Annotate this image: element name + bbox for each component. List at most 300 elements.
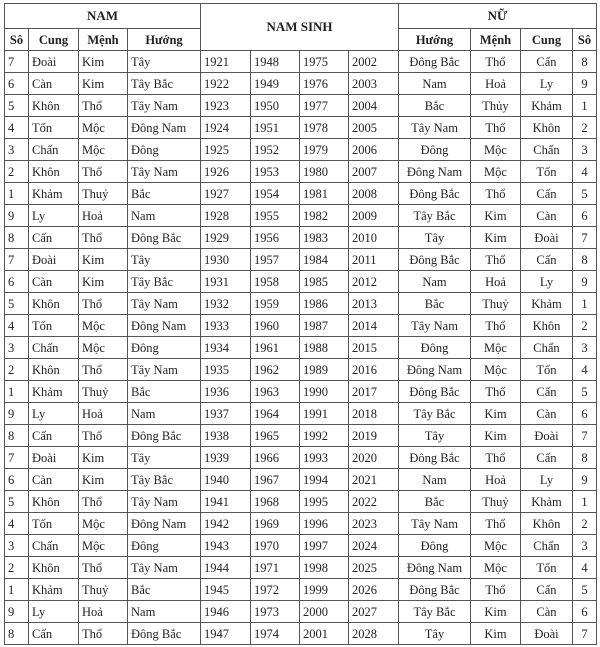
cell-huong: Nam xyxy=(128,403,201,425)
cell-year-1: 1942 xyxy=(201,513,251,535)
cell-huong-nu: Tây Nam xyxy=(399,315,471,337)
cell-year-1: 1947 xyxy=(201,623,251,645)
cell-cung: Khôn xyxy=(29,491,79,513)
cell-menh-nu: Thủy xyxy=(471,95,521,117)
cell-cung-nu: Khôn xyxy=(521,513,573,535)
cell-huong-nu: Đông xyxy=(399,139,471,161)
cell-menh-nu: Mộc xyxy=(471,359,521,381)
cell-cung-nu: Chấn xyxy=(521,337,573,359)
cell-huong-nu: Bắc xyxy=(399,491,471,513)
cell-year-2: 1959 xyxy=(251,293,300,315)
cell-year-1: 1931 xyxy=(201,271,251,293)
cell-huong-nu: Đông Bắc xyxy=(399,381,471,403)
cell-year-2: 1957 xyxy=(251,249,300,271)
cell-so: 8 xyxy=(5,623,29,645)
cell-so: 9 xyxy=(5,601,29,623)
table-row xyxy=(5,249,597,271)
cell-huong-nu: Đông Nam xyxy=(399,161,471,183)
cell-year-3: 1996 xyxy=(300,513,349,535)
table-row xyxy=(5,491,597,513)
cell-huong-nu: Đông Bắc xyxy=(399,447,471,469)
cell-cung-nu: Khảm xyxy=(521,491,573,513)
cell-huong: Đông xyxy=(128,535,201,557)
cell-year-2: 1965 xyxy=(251,425,300,447)
col-header-menh: Mệnh xyxy=(79,29,128,51)
cell-cung-nu: Cấn xyxy=(521,447,573,469)
cell-so-nu: 9 xyxy=(573,73,597,95)
cell-menh: Thuỷ xyxy=(79,579,128,601)
cell-so-nu: 6 xyxy=(573,205,597,227)
table-row xyxy=(5,293,597,315)
cell-so-nu: 5 xyxy=(573,183,597,205)
cell-year-1: 1936 xyxy=(201,381,251,403)
cell-menh-nu: Kim xyxy=(471,227,521,249)
cell-year-2: 1966 xyxy=(251,447,300,469)
cell-year-2: 1964 xyxy=(251,403,300,425)
cell-year-1: 1937 xyxy=(201,403,251,425)
cell-menh: Kim xyxy=(79,51,128,73)
cell-year-2: 1951 xyxy=(251,117,300,139)
col-header-huong-nu: Hướng xyxy=(399,29,471,51)
cell-so-nu: 8 xyxy=(573,51,597,73)
cell-huong: Bắc xyxy=(128,381,201,403)
cell-menh: Kim xyxy=(79,271,128,293)
cell-year-3: 2000 xyxy=(300,601,349,623)
cell-cung: Càn xyxy=(29,73,79,95)
cell-huong-nu: Nam xyxy=(399,271,471,293)
table-body xyxy=(5,51,597,645)
table-row xyxy=(5,381,597,403)
cell-menh: Thổ xyxy=(79,491,128,513)
cell-cung: Chấn xyxy=(29,337,79,359)
table-row xyxy=(5,315,597,337)
cell-year-4: 2024 xyxy=(349,535,399,557)
cell-cung: Khôn xyxy=(29,293,79,315)
cell-year-4: 2015 xyxy=(349,337,399,359)
cell-year-3: 1984 xyxy=(300,249,349,271)
table-row xyxy=(5,623,597,645)
table-row xyxy=(5,205,597,227)
cell-huong: Tây Bắc xyxy=(128,469,201,491)
table-row xyxy=(5,227,597,249)
cell-menh: Kim xyxy=(79,469,128,491)
cell-so: 5 xyxy=(5,95,29,117)
cell-cung-nu: Chấn xyxy=(521,139,573,161)
table-row xyxy=(5,95,597,117)
cell-cung: Khôn xyxy=(29,161,79,183)
cell-year-1: 1939 xyxy=(201,447,251,469)
cell-so: 4 xyxy=(5,513,29,535)
cell-huong-nu: Đông Bắc xyxy=(399,183,471,205)
cell-year-1: 1940 xyxy=(201,469,251,491)
cell-year-1: 1935 xyxy=(201,359,251,381)
table-row xyxy=(5,403,597,425)
cell-menh-nu: Kim xyxy=(471,205,521,227)
cell-year-2: 1968 xyxy=(251,491,300,513)
cell-so: 8 xyxy=(5,227,29,249)
cell-so: 5 xyxy=(5,293,29,315)
group-nu: NỮ xyxy=(399,4,597,29)
table-row xyxy=(5,139,597,161)
cell-menh: Mộc xyxy=(79,315,128,337)
cell-huong: Tây Nam xyxy=(128,161,201,183)
cell-year-2: 1969 xyxy=(251,513,300,535)
cell-so-nu: 4 xyxy=(573,161,597,183)
cell-menh-nu: Mộc xyxy=(471,337,521,359)
cell-year-2: 1950 xyxy=(251,95,300,117)
cell-year-4: 2028 xyxy=(349,623,399,645)
cell-cung: Khảm xyxy=(29,183,79,205)
cell-menh: Hoả xyxy=(79,403,128,425)
cell-huong: Đông Bắc xyxy=(128,227,201,249)
cell-year-4: 2014 xyxy=(349,315,399,337)
cell-so: 9 xyxy=(5,205,29,227)
table-row xyxy=(5,359,597,381)
cell-huong: Nam xyxy=(128,205,201,227)
cell-menh: Mộc xyxy=(79,535,128,557)
cell-cung-nu: Khôn xyxy=(521,315,573,337)
cell-menh-nu: Thuỷ xyxy=(471,293,521,315)
cell-year-1: 1928 xyxy=(201,205,251,227)
cell-year-3: 1989 xyxy=(300,359,349,381)
cell-cung: Khôn xyxy=(29,95,79,117)
col-header-cung: Cung xyxy=(29,29,79,51)
cell-year-1: 1923 xyxy=(201,95,251,117)
table-row xyxy=(5,557,597,579)
cell-huong: Đông Bắc xyxy=(128,623,201,645)
cell-year-2: 1962 xyxy=(251,359,300,381)
cell-cung-nu: Cấn xyxy=(521,381,573,403)
cell-huong-nu: Đông xyxy=(399,535,471,557)
cell-huong: Tây Nam xyxy=(128,359,201,381)
cell-huong: Tây xyxy=(128,447,201,469)
cell-cung-nu: Càn xyxy=(521,205,573,227)
table-row xyxy=(5,579,597,601)
cell-menh: Kim xyxy=(79,447,128,469)
cell-menh: Hoả xyxy=(79,601,128,623)
cell-cung-nu: Tốn xyxy=(521,359,573,381)
cell-year-3: 1999 xyxy=(300,579,349,601)
cell-huong: Tây Nam xyxy=(128,557,201,579)
cell-so: 2 xyxy=(5,161,29,183)
cell-year-3: 1986 xyxy=(300,293,349,315)
cell-cung: Đoài xyxy=(29,51,79,73)
cell-cung-nu: Cấn xyxy=(521,249,573,271)
col-header-menh-nu: Mệnh xyxy=(471,29,521,51)
cell-so: 6 xyxy=(5,469,29,491)
table-row xyxy=(5,601,597,623)
cell-year-4: 2016 xyxy=(349,359,399,381)
cell-huong-nu: Đông Bắc xyxy=(399,51,471,73)
cell-cung-nu: Cấn xyxy=(521,183,573,205)
cell-menh-nu: Thổ xyxy=(471,447,521,469)
cell-so-nu: 5 xyxy=(573,381,597,403)
cell-menh-nu: Thổ xyxy=(471,513,521,535)
cell-so: 1 xyxy=(5,381,29,403)
cell-cung-nu: Đoài xyxy=(521,623,573,645)
cell-huong: Đông Nam xyxy=(128,315,201,337)
cell-cung: Cấn xyxy=(29,623,79,645)
cell-year-4: 2026 xyxy=(349,579,399,601)
cell-menh-nu: Thổ xyxy=(471,183,521,205)
cell-year-4: 2008 xyxy=(349,183,399,205)
table-row xyxy=(5,117,597,139)
cell-cung: Tốn xyxy=(29,513,79,535)
cell-so-nu: 2 xyxy=(573,513,597,535)
cell-menh-nu: Thổ xyxy=(471,579,521,601)
group-nam-sinh: NAM SINH xyxy=(201,4,399,51)
cell-so-nu: 7 xyxy=(573,227,597,249)
cell-huong-nu: Tây xyxy=(399,623,471,645)
cell-huong: Đông Nam xyxy=(128,117,201,139)
cell-year-2: 1948 xyxy=(251,51,300,73)
cell-so-nu: 2 xyxy=(573,315,597,337)
cell-year-4: 2027 xyxy=(349,601,399,623)
cell-huong-nu: Bắc xyxy=(399,293,471,315)
cell-huong: Tây Nam xyxy=(128,95,201,117)
cell-huong-nu: Tây Bắc xyxy=(399,601,471,623)
cell-year-2: 1967 xyxy=(251,469,300,491)
cell-year-3: 1978 xyxy=(300,117,349,139)
cell-menh: Thuỷ xyxy=(79,183,128,205)
table-row xyxy=(5,337,597,359)
cell-so: 4 xyxy=(5,117,29,139)
cell-huong: Đông Bắc xyxy=(128,425,201,447)
cell-so: 5 xyxy=(5,491,29,513)
cell-cung: Cấn xyxy=(29,227,79,249)
cell-huong-nu: Tây Nam xyxy=(399,117,471,139)
cell-menh-nu: Mộc xyxy=(471,139,521,161)
cell-year-4: 2007 xyxy=(349,161,399,183)
cell-year-3: 1979 xyxy=(300,139,349,161)
cell-year-3: 1994 xyxy=(300,469,349,491)
cell-year-4: 2022 xyxy=(349,491,399,513)
cell-huong: Bắc xyxy=(128,183,201,205)
cell-cung-nu: Ly xyxy=(521,469,573,491)
cell-huong-nu: Đông Bắc xyxy=(399,579,471,601)
cell-so-nu: 4 xyxy=(573,557,597,579)
cell-year-4: 2017 xyxy=(349,381,399,403)
cell-year-4: 2023 xyxy=(349,513,399,535)
table-row xyxy=(5,73,597,95)
cell-menh: Thổ xyxy=(79,161,128,183)
cell-so: 7 xyxy=(5,447,29,469)
cell-so-nu: 9 xyxy=(573,271,597,293)
cell-so-nu: 8 xyxy=(573,249,597,271)
table-row xyxy=(5,271,597,293)
cell-cung: Tốn xyxy=(29,117,79,139)
cell-huong-nu: Đông xyxy=(399,337,471,359)
cell-so: 3 xyxy=(5,535,29,557)
cell-cung-nu: Đoài xyxy=(521,227,573,249)
cell-cung: Khôn xyxy=(29,557,79,579)
cell-so: 1 xyxy=(5,183,29,205)
cell-cung: Ly xyxy=(29,601,79,623)
cell-huong: Tây xyxy=(128,51,201,73)
cell-year-4: 2025 xyxy=(349,557,399,579)
cell-menh: Thổ xyxy=(79,425,128,447)
cell-year-2: 1953 xyxy=(251,161,300,183)
cell-huong: Nam xyxy=(128,601,201,623)
cell-so-nu: 5 xyxy=(573,579,597,601)
cell-year-3: 1997 xyxy=(300,535,349,557)
cell-year-2: 1949 xyxy=(251,73,300,95)
table-row xyxy=(5,513,597,535)
cell-cung-nu: Cấn xyxy=(521,51,573,73)
cell-huong-nu: Đông Nam xyxy=(399,557,471,579)
cell-so-nu: 1 xyxy=(573,95,597,117)
cell-menh-nu: Thổ xyxy=(471,249,521,271)
cell-year-3: 1976 xyxy=(300,73,349,95)
table-row xyxy=(5,183,597,205)
cell-year-4: 2002 xyxy=(349,51,399,73)
group-nam: NAM xyxy=(5,4,201,29)
feng-shui-table xyxy=(4,3,597,645)
cell-year-3: 1995 xyxy=(300,491,349,513)
cell-so: 3 xyxy=(5,337,29,359)
cell-year-2: 1958 xyxy=(251,271,300,293)
cell-cung: Càn xyxy=(29,469,79,491)
col-header-cung-nu: Cung xyxy=(521,29,573,51)
cell-year-2: 1971 xyxy=(251,557,300,579)
cell-huong-nu: Nam xyxy=(399,469,471,491)
cell-year-2: 1972 xyxy=(251,579,300,601)
cell-so: 6 xyxy=(5,271,29,293)
table-row xyxy=(5,161,597,183)
cell-year-4: 2012 xyxy=(349,271,399,293)
cell-menh: Mộc xyxy=(79,139,128,161)
cell-cung-nu: Chấn xyxy=(521,535,573,557)
cell-year-2: 1970 xyxy=(251,535,300,557)
cell-so: 7 xyxy=(5,51,29,73)
cell-menh: Thổ xyxy=(79,293,128,315)
cell-cung-nu: Càn xyxy=(521,601,573,623)
cell-menh: Thổ xyxy=(79,227,128,249)
cell-year-2: 1963 xyxy=(251,381,300,403)
cell-menh: Thuỷ xyxy=(79,381,128,403)
cell-menh-nu: Mộc xyxy=(471,535,521,557)
cell-year-3: 1987 xyxy=(300,315,349,337)
cell-cung-nu: Tốn xyxy=(521,557,573,579)
cell-year-4: 2010 xyxy=(349,227,399,249)
cell-cung-nu: Khảm xyxy=(521,293,573,315)
cell-menh: Thổ xyxy=(79,623,128,645)
cell-huong-nu: Đông Bắc xyxy=(399,249,471,271)
cell-menh: Mộc xyxy=(79,117,128,139)
cell-year-3: 2001 xyxy=(300,623,349,645)
cell-so-nu: 7 xyxy=(573,425,597,447)
cell-year-3: 1990 xyxy=(300,381,349,403)
cell-so-nu: 3 xyxy=(573,139,597,161)
cell-year-3: 1975 xyxy=(300,51,349,73)
cell-so: 1 xyxy=(5,579,29,601)
cell-year-4: 2006 xyxy=(349,139,399,161)
cell-so-nu: 7 xyxy=(573,623,597,645)
cell-menh: Mộc xyxy=(79,513,128,535)
cell-year-3: 1980 xyxy=(300,161,349,183)
cell-year-1: 1945 xyxy=(201,579,251,601)
cell-year-2: 1960 xyxy=(251,315,300,337)
cell-so-nu: 4 xyxy=(573,359,597,381)
cell-so-nu: 3 xyxy=(573,337,597,359)
cell-so: 6 xyxy=(5,73,29,95)
cell-cung: Chấn xyxy=(29,535,79,557)
cell-huong-nu: Nam xyxy=(399,73,471,95)
cell-cung-nu: Tốn xyxy=(521,161,573,183)
col-header-huong: Hướng xyxy=(128,29,201,51)
cell-menh-nu: Hoả xyxy=(471,73,521,95)
cell-huong: Tây xyxy=(128,249,201,271)
cell-huong: Tây Bắc xyxy=(128,271,201,293)
cell-year-1: 1924 xyxy=(201,117,251,139)
cell-cung: Khảm xyxy=(29,579,79,601)
cell-cung: Đoài xyxy=(29,447,79,469)
cell-huong-nu: Đông Nam xyxy=(399,359,471,381)
cell-menh-nu: Mộc xyxy=(471,161,521,183)
cell-year-4: 2004 xyxy=(349,95,399,117)
col-header-so: Sô xyxy=(5,29,29,51)
cell-year-2: 1956 xyxy=(251,227,300,249)
cell-so-nu: 1 xyxy=(573,491,597,513)
cell-year-1: 1941 xyxy=(201,491,251,513)
cell-cung: Khôn xyxy=(29,359,79,381)
table-row xyxy=(5,469,597,491)
cell-year-3: 1982 xyxy=(300,205,349,227)
cell-menh-nu: Thổ xyxy=(471,381,521,403)
cell-year-4: 2003 xyxy=(349,73,399,95)
cell-huong: Tây Nam xyxy=(128,491,201,513)
table-row xyxy=(5,51,597,73)
cell-year-3: 1988 xyxy=(300,337,349,359)
col-header-so-nu: Sô xyxy=(573,29,597,51)
cell-huong-nu: Tây xyxy=(399,425,471,447)
cell-year-4: 2013 xyxy=(349,293,399,315)
cell-huong: Tây Bắc xyxy=(128,73,201,95)
cell-year-1: 1938 xyxy=(201,425,251,447)
cell-so-nu: 2 xyxy=(573,117,597,139)
cell-cung-nu: Ly xyxy=(521,271,573,293)
cell-year-1: 1925 xyxy=(201,139,251,161)
cell-cung-nu: Cấn xyxy=(521,579,573,601)
cell-so-nu: 3 xyxy=(573,535,597,557)
cell-huong: Đông Nam xyxy=(128,513,201,535)
table-row xyxy=(5,447,597,469)
cell-menh: Thổ xyxy=(79,95,128,117)
cell-year-1: 1933 xyxy=(201,315,251,337)
cell-year-1: 1921 xyxy=(201,51,251,73)
cell-cung: Khảm xyxy=(29,381,79,403)
cell-cung-nu: Ly xyxy=(521,73,573,95)
cell-so-nu: 8 xyxy=(573,447,597,469)
cell-huong: Tây Nam xyxy=(128,293,201,315)
cell-huong-nu: Tây Bắc xyxy=(399,205,471,227)
cell-year-1: 1927 xyxy=(201,183,251,205)
table-row xyxy=(5,535,597,557)
table-row xyxy=(5,425,597,447)
cell-so: 7 xyxy=(5,249,29,271)
cell-menh-nu: Mộc xyxy=(471,557,521,579)
cell-year-4: 2005 xyxy=(349,117,399,139)
cell-year-4: 2021 xyxy=(349,469,399,491)
cell-menh-nu: Kim xyxy=(471,403,521,425)
cell-cung: Cấn xyxy=(29,425,79,447)
cell-cung: Ly xyxy=(29,403,79,425)
cell-year-3: 1991 xyxy=(300,403,349,425)
cell-year-2: 1973 xyxy=(251,601,300,623)
cell-so: 9 xyxy=(5,403,29,425)
cell-cung: Chấn xyxy=(29,139,79,161)
cell-menh-nu: Thổ xyxy=(471,315,521,337)
